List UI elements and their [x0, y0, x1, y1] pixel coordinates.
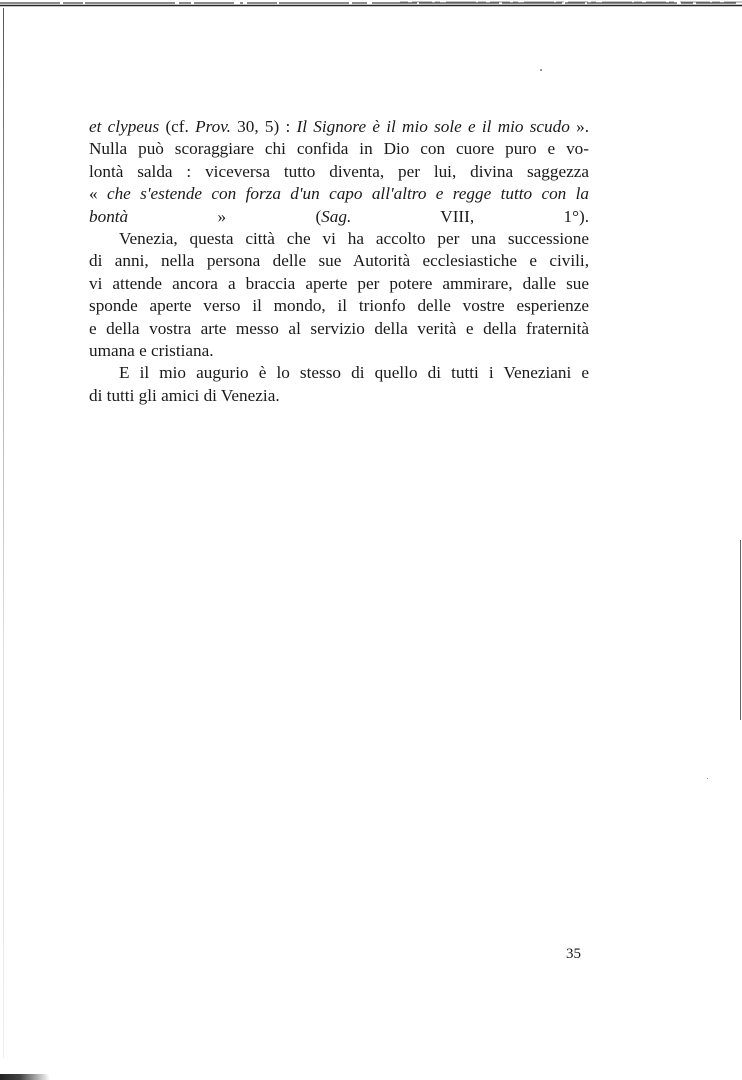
text-segment: VIII, 1°).	[351, 206, 589, 226]
italic-segment: Sag.	[321, 206, 352, 226]
text-line	[89, 362, 589, 384]
text-line	[89, 228, 589, 250]
text-line	[89, 116, 589, 138]
paragraph	[89, 362, 589, 407]
text-segment: umana e cristiana.	[89, 341, 214, 361]
text-segment: Nulla può scoraggiare chi confida in Dio con cuore puro e vo-	[89, 139, 589, 159]
text-line	[89, 250, 589, 272]
text-segment: di anni, nella persona delle sue Autorità ecclesiastiche e civili,	[89, 251, 589, 271]
text-line	[89, 183, 589, 205]
text-segment: 30, 5) :	[230, 117, 297, 136]
italic-segment: che s'estende con forza d'un capo all'altro e regge tutto con la	[106, 184, 589, 204]
paragraph	[89, 116, 589, 228]
text-segment: » (	[128, 206, 322, 226]
text-line	[89, 318, 589, 340]
scan-right-edge	[740, 540, 741, 720]
text-line	[89, 206, 589, 228]
text-line	[89, 385, 589, 407]
scan-speck	[707, 778, 708, 779]
page-body-text	[89, 116, 589, 407]
scan-top-edge	[0, 0, 742, 8]
text-segment: lontà salda : viceversa tutto diventa, per lui, divina saggezza	[89, 161, 589, 181]
text-line	[89, 295, 589, 317]
text-segment: vi attende ancora a braccia aperte per potere ammirare, dalle sue	[89, 273, 589, 293]
text-segment: e della vostra arte messo al servizio della verità e della fraternità	[89, 318, 589, 338]
text-line	[89, 340, 589, 362]
scan-speck	[540, 69, 542, 71]
italic-segment: et clypeus	[89, 117, 160, 136]
italic-segment: Il Signore è il mio sole e il mio scudo	[296, 117, 570, 136]
scan-bottom-smudge	[0, 1074, 50, 1080]
scan-left-edge	[3, 8, 4, 1058]
text-segment: sponde aperte verso il mondo, il trionfo delle vostre esperienze	[89, 296, 589, 316]
text-line	[89, 138, 589, 160]
text-segment: (cf.	[159, 117, 196, 136]
text-segment: ».	[569, 117, 589, 136]
text-segment: «	[89, 184, 107, 204]
text-segment: Venezia, questa città che vi ha accolto per una successione	[119, 229, 589, 249]
text-segment: di tutti gli amici di Venezia.	[89, 385, 280, 405]
italic-segment: Prov.	[195, 117, 231, 136]
italic-segment: bontà	[89, 206, 129, 226]
text-line	[89, 273, 589, 295]
text-segment: E il mio augurio è lo stesso di quello di tutti i Veneziani e	[119, 363, 589, 383]
paragraph	[89, 228, 589, 362]
text-line	[89, 161, 589, 183]
page-number: 35	[566, 946, 581, 962]
